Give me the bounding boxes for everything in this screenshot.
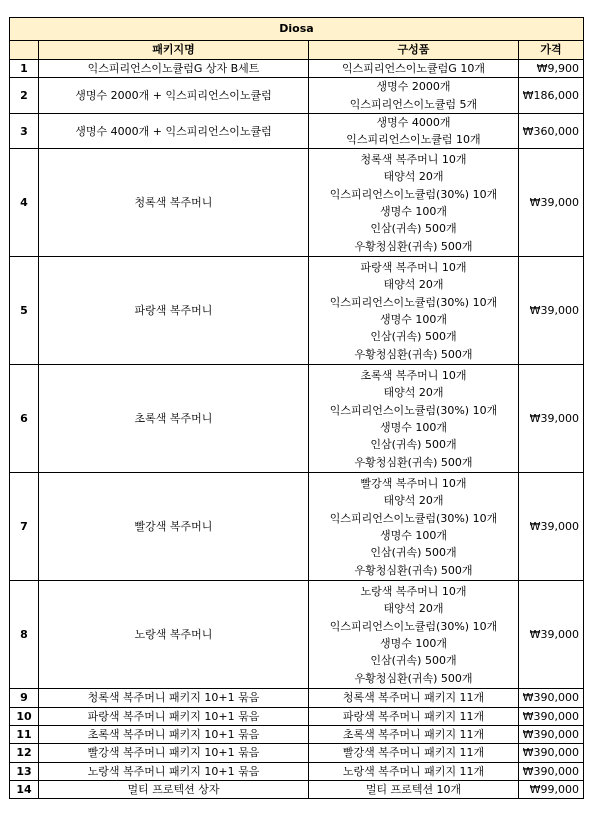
package-name-cell: 초록색 복주머니 패키지 10+1 묶음 — [39, 726, 309, 744]
row-number: 6 — [10, 365, 39, 473]
contents-line: 초록색 복주머니 패키지 11개 — [342, 728, 485, 742]
package-name-cell: 익스피리언스이노큘럼G 상자 B세트 — [39, 60, 309, 78]
table-row — [10, 473, 584, 581]
contents-line: 노랑색 복주머니 패키지 11개 — [342, 764, 485, 778]
contents-line: 익스피리언스이노큘럼(30%) 10개 — [329, 619, 498, 633]
table-row — [10, 581, 584, 689]
row-number: 11 — [10, 726, 39, 744]
contents-cell — [309, 113, 519, 149]
row-number: 13 — [10, 762, 39, 780]
table-row — [10, 762, 584, 780]
contents-cell — [309, 365, 519, 473]
contents-line: 청록색 복주머니 10개 — [360, 153, 467, 167]
package-name-cell: 청록색 복주머니 패키지 10+1 묶음 — [39, 689, 309, 707]
title-row — [10, 18, 584, 41]
header-package-name: 패키지명 — [39, 41, 309, 60]
price-cell: ₩390,000 — [519, 726, 584, 744]
table-row — [10, 257, 584, 365]
contents-line: 인삼(귀속) 500개 — [370, 546, 457, 560]
header-price: 가격 — [519, 41, 584, 60]
package-name-cell: 노랑색 복주머니 — [39, 581, 309, 689]
contents-line: 익스피리언스이노큘럼(30%) 10개 — [329, 187, 498, 201]
contents-line: 파랑색 복주머니 패키지 11개 — [342, 709, 485, 723]
header-contents: 구성품 — [309, 41, 519, 60]
row-number: 1 — [10, 60, 39, 78]
price-cell: ₩39,000 — [519, 365, 584, 473]
contents-line: 청록색 복주머니 패키지 11개 — [342, 691, 485, 705]
contents-cell — [309, 473, 519, 581]
table-row — [10, 707, 584, 725]
contents-line: 우황청심환(귀속) 500개 — [354, 455, 473, 469]
row-number: 2 — [10, 78, 39, 114]
contents-line: 빨강색 복주머니 패키지 11개 — [342, 746, 485, 760]
contents-cell — [309, 707, 519, 725]
package-table — [9, 17, 584, 799]
table-row — [10, 78, 584, 114]
table-row — [10, 744, 584, 762]
row-number: 14 — [10, 780, 39, 798]
contents-line: 생명수 4000개 — [376, 115, 451, 129]
package-name-cell: 초록색 복주머니 — [39, 365, 309, 473]
row-number: 10 — [10, 707, 39, 725]
header-row — [10, 41, 584, 60]
table-row — [10, 780, 584, 798]
package-name-cell: 노랑색 복주머니 패키지 10+1 묶음 — [39, 762, 309, 780]
contents-cell — [309, 726, 519, 744]
contents-line: 생명수 100개 — [380, 312, 447, 326]
contents-line: 생명수 100개 — [380, 204, 447, 218]
price-cell: ₩39,000 — [519, 149, 584, 257]
package-name-cell: 파랑색 복주머니 — [39, 257, 309, 365]
price-cell: ₩39,000 — [519, 473, 584, 581]
contents-line: 빨강색 복주머니 10개 — [360, 477, 467, 491]
price-cell: ₩9,900 — [519, 60, 584, 78]
contents-line: 태양석 20개 — [383, 602, 444, 616]
contents-line: 우황청심환(귀속) 500개 — [354, 239, 473, 253]
row-number: 3 — [10, 113, 39, 149]
row-number: 9 — [10, 689, 39, 707]
package-name-cell: 빨강색 복주머니 — [39, 473, 309, 581]
row-number: 12 — [10, 744, 39, 762]
price-cell: ₩390,000 — [519, 744, 584, 762]
contents-line: 초록색 복주머니 10개 — [360, 369, 467, 383]
contents-cell — [309, 257, 519, 365]
price-cell: ₩39,000 — [519, 257, 584, 365]
contents-line: 익스피리언스이노큘럼G 10개 — [342, 62, 485, 75]
contents-cell — [309, 744, 519, 762]
package-name-cell: 청록색 복주머니 — [39, 149, 309, 257]
row-number: 7 — [10, 473, 39, 581]
row-number: 8 — [10, 581, 39, 689]
contents-line: 인삼(귀속) 500개 — [370, 654, 457, 668]
contents-line: 익스피리언스이노큘럼(30%) 10개 — [329, 511, 498, 525]
price-cell: ₩390,000 — [519, 707, 584, 725]
row-number: 5 — [10, 257, 39, 365]
package-name-cell: 빨강색 복주머니 패키지 10+1 묶음 — [39, 744, 309, 762]
contents-line: 인삼(귀속) 500개 — [370, 222, 457, 236]
contents-cell — [309, 581, 519, 689]
contents-line: 익스피리언스이노큘럼(30%) 10개 — [329, 403, 498, 417]
contents-cell — [309, 689, 519, 707]
package-name-cell: 멀티 프로텍션 상자 — [39, 780, 309, 798]
contents-line: 익스피리언스이노큘럼 5개 — [349, 97, 478, 111]
contents-line: 파랑색 복주머니 10개 — [360, 261, 467, 275]
contents-cell — [309, 149, 519, 257]
price-cell: ₩99,000 — [519, 780, 584, 798]
price-cell: ₩390,000 — [519, 762, 584, 780]
contents-line: 생명수 100개 — [380, 528, 447, 542]
contents-line: 노랑색 복주머니 10개 — [360, 585, 467, 599]
contents-cell — [309, 780, 519, 798]
price-cell: ₩360,000 — [519, 113, 584, 149]
contents-line: 인삼(귀속) 500개 — [370, 330, 457, 344]
contents-line: 우황청심환(귀속) 500개 — [354, 347, 473, 361]
contents-line: 인삼(귀속) 500개 — [370, 438, 457, 452]
price-cell: ₩39,000 — [519, 581, 584, 689]
contents-line: 태양석 20개 — [383, 386, 444, 400]
contents-line: 생명수 100개 — [380, 420, 447, 434]
table-row — [10, 689, 584, 707]
contents-cell — [309, 78, 519, 114]
contents-line: 익스피리언스이노큘럼(30%) 10개 — [329, 295, 498, 309]
contents-line: 익스피리언스이노큘럼 10개 — [346, 133, 481, 147]
package-name-cell: 생명수 2000개 + 익스피리언스이노큘럼 — [39, 78, 309, 114]
table-row — [10, 726, 584, 744]
table-row — [10, 113, 584, 149]
row-number: 4 — [10, 149, 39, 257]
contents-line: 멀티 프로텍션 10개 — [365, 782, 462, 796]
table-row — [10, 365, 584, 473]
contents-cell — [309, 60, 519, 78]
package-name-cell: 생명수 4000개 + 익스피리언스이노큘럼 — [39, 113, 309, 149]
header-number — [10, 41, 39, 60]
contents-line: 태양석 20개 — [383, 494, 444, 508]
contents-line: 태양석 20개 — [383, 170, 444, 184]
table-row — [10, 60, 584, 78]
table-title: Diosa — [10, 18, 584, 41]
contents-line: 생명수 100개 — [380, 636, 447, 650]
contents-line: 태양석 20개 — [383, 278, 444, 292]
contents-line: 생명수 2000개 — [376, 80, 451, 94]
price-cell: ₩186,000 — [519, 78, 584, 114]
contents-cell — [309, 762, 519, 780]
contents-line: 우황청심환(귀속) 500개 — [354, 563, 473, 577]
package-name-cell: 파랑색 복주머니 패키지 10+1 묶음 — [39, 707, 309, 725]
table-row — [10, 149, 584, 257]
contents-line: 우황청심환(귀속) 500개 — [354, 671, 473, 685]
price-cell: ₩390,000 — [519, 689, 584, 707]
